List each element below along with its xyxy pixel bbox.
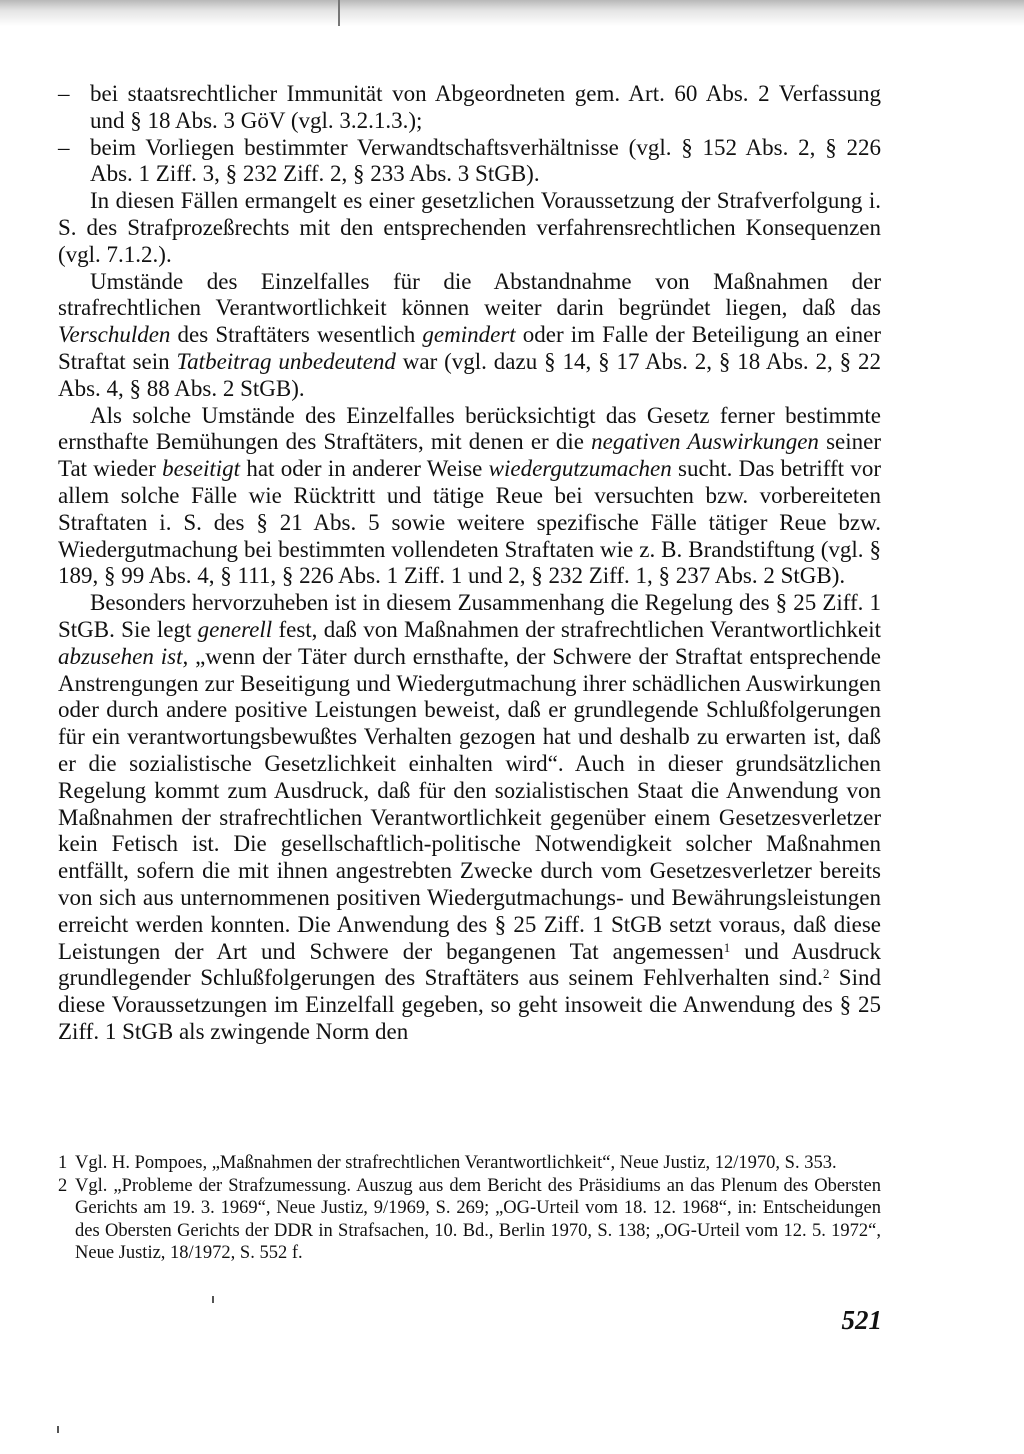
- dash-bullet: –: [58, 134, 70, 160]
- footnote-reference[interactable]: 2: [822, 966, 830, 982]
- paragraph-4: Besonders hervorzuheben ist in diesem Zusammenhang die Regelung des § 25 Ziff. 1 StGB. Sie legt generell fest, daß von Maßnahmen der strafrechtlichen Verantwortlichkeit abzusehen ist, „wenn der Täter durch ernsthafte, der Schwere der Straftat entsprechende Anstrengungen zur Beseitigung und Wiedergutmachung ihrer schädlichen Auswirkungen oder durch andere positive Leistungen beweist, daß er grundlegende Schlußfolgerungen für ein verantwortungsbewußtes Verhalten gezogen hat und deshalb zu erwarten ist, daß er die sozialistische Gesetzlichkeit einhalten wird“. Auch in dieser grundsätzlichen Regelung kommt zum Ausdruck, daß für den sozialistischen Staat die Anwendung von Maßnahmen der strafrechtlichen Verantwortlichkeit gegenüber einem Gesetzesverletzer kein Fetisch ist. Die gesellschaftlich-politische Notwendigkeit solcher Maßnahmen entfällt, sofern die mit ihnen angestrebten Zwecke durch vom Gesetzesverletzer bereits von sich aus unternommenen positiven Wiedergutmachungs- und Bewährungsleistungen erreicht werden konnten. Die Anwendung des § 25 Ziff. 1 StGB setzt voraus, daß diese Leistungen der Art und Schwere der begangenen Tat angemessen$^1$ und Ausdruck grundlegender Schlußfolgerungen des Straftäters aus seinem Fehlverhalten sind.$^2$ Sind diese Voraussetzungen im Einzelfall gegeben, so geht insoweit die Anwendung des § 25 Ziff. 1 StGB als zwingende Norm den: [58, 590, 882, 1044]
- body-text: [58, 81, 881, 1046]
- emphasis: abzusehen ist,: [58, 643, 189, 669]
- footnote-number: 1: [58, 1153, 68, 1173]
- paragraph-1: In diesen Fällen ermangelt es einer gesetzlichen Voraussetzung der Strafverfolgung i. S. des Strafprozeßrechts mit den entsprechenden verfahrensrechtlichen Konsequenzen (vgl. 7.1.2.).: [58, 188, 881, 267]
- footnote-reference[interactable]: 1: [723, 939, 731, 955]
- footnote-number: 2: [58, 1175, 68, 1196]
- dash-list-item: [58, 81, 881, 135]
- paragraph-3: Als solche Umstände des Einzelfalles berücksichtigt das Gesetz ferner bestimmte ernsthafte Bemühungen des Straftäters, mit denen er die negativen Auswirkungen seiner Tat wieder beseitigt hat oder in anderer Weise wiedergutzumachen sucht. Das betrifft vor allem solche Fälle wie Rücktritt und tätige Reue bei versuchten bzw. vorbereiteten Straftaten i. S. des § 21 Abs. 5 sowie weitere spezifische Fälle tätiger Reue bzw. Wiedergutmachung bei bestimmten vollendeten Straftaten wie z. B. Brandstiftung (vgl. § 189, § 99 Abs. 4, § 111, § 226 Abs. 1 Ziff. 1 und 2, § 232 Ziff. 1, § 237 Abs. 2 StGB).: [58, 402, 881, 589]
- dash-list-item: [58, 135, 881, 189]
- page-number: 521: [841, 1305, 882, 1335]
- emphasis: generell: [197, 616, 273, 642]
- emphasis: negativen Auswirkungen: [591, 429, 819, 455]
- footnote-text: Vgl. „Probleme der Strafzumessung. Auszug aus dem Bericht des Präsidiums an das Plenum des Obersten Gerichts am 19. 3. 1969“, Neue Justiz, 9/1969, S. 269; „OG-Urteil vom 18. 12. 1968“, in: Entscheidungen des Obersten Gerichts der DDR in Strafsachen, 10. Bd., Berlin 1970, S. 138; „OG-Urteil vom 12. 5. 1972“, Neue Justiz, 18/1972, S. 552 f.: [75, 1175, 881, 1263]
- emphasis: gemindert: [422, 322, 516, 348]
- footnote: [58, 1152, 881, 1175]
- footnote-text: Vgl. H. Pompoes, „Maßnahmen der strafrechtlichen Verantwortlichkeit“, Neue Justiz, 12/1970, S. 353.: [75, 1153, 837, 1173]
- scan-speck: [57, 1426, 59, 1433]
- emphasis: beseitigt: [162, 456, 241, 482]
- emphasis: Tatbeitrag unbedeutend: [176, 348, 396, 374]
- footnote: [58, 1175, 881, 1265]
- footnotes: [58, 1152, 881, 1265]
- scan-speck: [212, 1296, 214, 1303]
- dash-item-text: bei staatsrechtlicher Immunität von Abgeordneten gem. Art. 60 Abs. 2 Verfassung und § 18 Abs. 3 GöV (vgl. 3.2.1.3.);: [90, 81, 881, 133]
- emphasis: wiedergutzumachen: [488, 456, 672, 482]
- scan-binding-mark: [338, 0, 340, 26]
- dash-bullet: –: [58, 81, 70, 106]
- scan-top-edge: [0, 0, 1024, 26]
- paragraph-2: Umstände des Einzelfalles für die Abstandnahme von Maßnahmen der strafrechtlichen Verantwortlichkeit können weiter darin begründet liegen, daß das Verschulden des Straftäters wesentlich gemindert oder im Falle der Beteiligung an einer Straftat sein Tatbeitrag unbedeutend war (vgl. dazu § 14, § 17 Abs. 2, § 18 Abs. 2, § 22 Abs. 4, § 88 Abs. 2 StGB).: [58, 268, 882, 401]
- emphasis: Verschulden: [58, 322, 171, 348]
- dash-item-text: beim Vorliegen bestimmter Verwandtschaftsverhältnisse (vgl. § 152 Abs. 2, § 226 Abs. 1 Ziff. 3, § 232 Ziff. 2, § 233 Abs. 3 StGB).: [90, 134, 881, 187]
